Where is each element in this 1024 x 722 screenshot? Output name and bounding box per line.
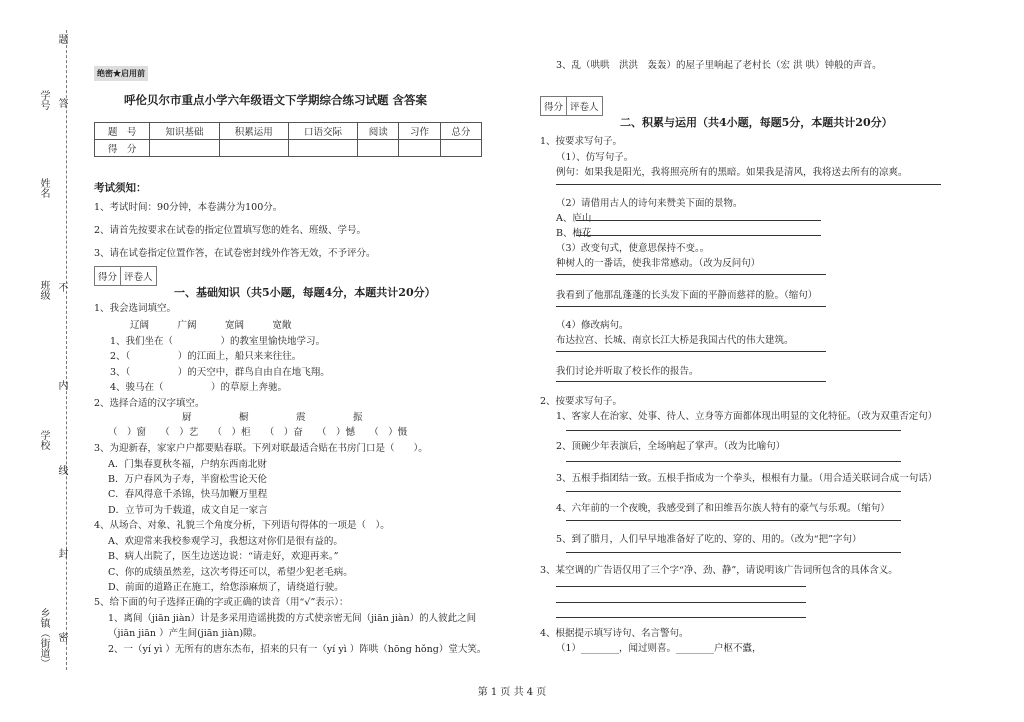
question-line: D．立节可为千载道，成文自足一家言	[108, 505, 268, 516]
answer-line[interactable]	[566, 491, 901, 492]
note-item: 3、请在试卷指定位置作答，在试卷密封线外作答无效，不予评分。	[94, 248, 376, 259]
note-item: 1、考试时间：90分钟，本卷满分为100分。	[94, 202, 283, 213]
grader-box	[540, 96, 603, 116]
answer-line[interactable]	[556, 381, 826, 382]
question-line: 4、从场合、对象、礼貌三个角度分析，下列语句得体的一项是（ ）。	[94, 520, 390, 531]
margin-label: 答	[56, 98, 67, 108]
question-line: A、欢迎常来我校参观学习，我想这对你们是很有益的。	[108, 536, 343, 547]
question-line: 厨 橱 震 振	[182, 412, 363, 423]
answer-line[interactable]	[556, 351, 826, 352]
grader-box	[94, 266, 157, 286]
question-line: C．春风得意千杀锦，快马加鞭万里程	[108, 489, 268, 500]
section2-heading: 二、积累与运用（共4小题，每题5分，本题共计20分）	[620, 116, 893, 129]
score-table-header: 知识基础	[150, 123, 219, 140]
question-line: 1、我们坐在（ ）的教室里愉快地学习。	[110, 336, 326, 347]
answer-line[interactable]	[566, 520, 901, 521]
answer-line[interactable]	[556, 306, 826, 307]
question-line: 3、乱（哄哄 洪洪 轰轰）的屋子里响起了老村长（宏 洪 哄）钟般的声音。	[556, 60, 882, 71]
margin-label: 姓名	[38, 178, 49, 198]
score-table-header: 积累运用	[219, 123, 288, 140]
grader-score-label: 得分	[95, 267, 121, 285]
answer-line[interactable]	[556, 274, 826, 275]
question-line: （2）请借用古人的诗句来赞美下面的景物。	[556, 198, 743, 209]
answer-line[interactable]	[556, 586, 806, 587]
question-line: （1）________，闻过则喜。________户枢不蠹，	[556, 643, 762, 654]
question-line: 1、离间（jiān jiàn）计是多采用造谣挑拨的方式使亲密无间（jiān jiàn）的人彼此之间	[108, 613, 477, 624]
note-item: 2、请首先按要求在试卷的指定位置填写您的姓名、班级、学号。	[94, 225, 367, 236]
score-cell[interactable]	[219, 140, 288, 157]
margin-label: 题	[56, 34, 67, 44]
question-line: 1、客家人在治家、处事、待人、立身等方面都体现出明显的文化特征。（改为双重否定句）	[556, 411, 938, 422]
question-line: 5、给下面的句子选择正确的字或正确的读音（用“√”表示）：	[94, 597, 349, 608]
score-table-header: 阅读	[358, 123, 399, 140]
question-line: B、梅花	[556, 228, 592, 239]
answer-line[interactable]	[556, 617, 806, 618]
answer-line[interactable]	[566, 430, 901, 431]
grader-name-label: 评卷人	[124, 272, 153, 283]
question-line: （ ）窗 （ ）艺 （ ）柜 （ ）奋 （ ）憾 （ ）慑	[108, 427, 408, 438]
page-footer: 第 1 页 共 4 页	[477, 687, 547, 698]
answer-line[interactable]	[576, 220, 821, 221]
confidential-stamp: 绝密★启用前	[94, 66, 148, 81]
answer-line[interactable]	[576, 235, 821, 236]
question-line: 1、按要求写句子。	[540, 136, 623, 147]
question-line: A、庐山	[556, 213, 592, 224]
question-line: 例句：如果我是阳光，我将照亮所有的黑暗。如果我是清风，我将送去所有的凉爽。	[556, 167, 908, 178]
grader-name-label: 评卷人	[570, 102, 599, 113]
margin-label: 乡镇（街道）	[38, 608, 49, 668]
score-table-header: 习作	[399, 123, 440, 140]
score-row-label: 得 分	[95, 140, 150, 157]
score-cell[interactable]	[288, 140, 357, 157]
question-line: D、前面的道路正在施工，给您添麻烦了，请绕道行驶。	[108, 582, 344, 593]
notes-heading: 考试须知：	[94, 182, 147, 194]
margin-label: 不	[56, 282, 67, 292]
score-table-header: 题 号	[95, 123, 150, 140]
question-line: 2、顶碗少年表演后，全场响起了掌声。（改为比喻句）	[556, 441, 786, 452]
question-line: 4、根据提示填写诗句、名言警句。	[540, 628, 689, 639]
seal-line	[66, 30, 67, 670]
question-line: 2、一（yí yì ）无所有的唐东杰布，招来的只有一（yí yì ）阵哄（hōng hǒng）堂大笑。	[108, 644, 487, 655]
question-line: 2、（ ）的江面上，船只来来往往。	[110, 351, 302, 362]
question-line: 2、选择合适的汉字填空。	[94, 398, 205, 409]
question-line: 3、为迎新春，家家户户都要贴春联。下列对联最适合贴在书房门口是（ ）。	[94, 443, 428, 454]
score-cell[interactable]	[358, 140, 399, 157]
margin-label: 班级	[38, 280, 49, 300]
question-line: 3、某空调的广告语仅用了三个字“净、劲、静”，请说明该广告词所包含的具体含义。	[540, 565, 898, 576]
margin-label: 密	[56, 632, 67, 642]
question-line: 种树人的一番话，使我非常感动。（改为反问句）	[556, 258, 761, 269]
question-line: C、你的成绩虽然差，这次考得还可以，希望少犯老毛病。	[108, 567, 353, 578]
page-title: 呼伦贝尔市重点小学六年级语文下学期综合练习试题 含答案	[124, 93, 428, 107]
score-table-header: 口语交际	[288, 123, 357, 140]
question-line: （4）修改病句。	[556, 320, 629, 331]
question-line: 我看到了他那乱蓬蓬的长头发下面的平静而慈祥的脸。（缩句）	[556, 290, 818, 301]
answer-line[interactable]	[566, 461, 901, 462]
margin-label: 学校	[38, 430, 49, 450]
question-line: 1、我会选词填空。	[94, 303, 177, 314]
question-line: 4、骏马在（ ）的草原上奔驰。	[110, 382, 288, 393]
question-line: A．门集春夏秋冬福，户纳东西南北财	[108, 459, 267, 470]
answer-line[interactable]	[566, 552, 901, 553]
margin-label: 学号	[38, 90, 49, 110]
margin-label: 封	[56, 548, 67, 558]
question-line: 布达拉宫、长城、南京长江大桥是我国古代的伟大建筑。	[556, 335, 794, 346]
answer-line[interactable]	[556, 602, 806, 603]
grader-score-label: 得分	[541, 97, 567, 115]
score-cell[interactable]	[399, 140, 440, 157]
question-line: 2、按要求写句子。	[540, 396, 623, 407]
question-line: 3、（ ）的天空中，群鸟自由自在地飞翔。	[110, 367, 330, 378]
question-line: 辽阔 广阔 宽阔 宽敞	[130, 320, 292, 331]
question-line: 4、六年前的一个夜晚，我感受到了和田维吾尔族人特有的豪气与乐观。（缩句）	[556, 503, 890, 514]
question-line: B、病人出院了，医生边送边说：“请走好，欢迎再来。”	[108, 551, 339, 562]
question-line: （1）、仿写句子。	[556, 152, 634, 163]
margin-label: 线	[56, 465, 67, 475]
score-table-header: 总分	[440, 123, 481, 140]
question-line: B．万户春风为子寿，半窗松雪论天伦	[108, 474, 267, 485]
question-line: （3）改变句式，使意思保持不变。。	[556, 243, 710, 254]
question-line: 我们讨论并听取了校长作的报告。	[556, 366, 699, 377]
score-cell[interactable]	[150, 140, 219, 157]
answer-line[interactable]	[556, 184, 941, 185]
question-line: 5、到了腊月，人们早早地准备好了吃的、穿的、用的。（改为“把”字句）	[556, 534, 862, 545]
score-cell[interactable]	[440, 140, 481, 157]
question-line: （jiān jiān ）产生间(jiān jiàn)隙。	[108, 628, 263, 639]
question-line: 3、五根手指团结一致。五根手指成为一个拳头，根根有力量。（用合适关联词合成一句话）	[556, 473, 938, 484]
section1-heading: 一、基础知识（共5小题，每题4分，本题共计20分）	[174, 286, 436, 299]
margin-label: 内	[56, 380, 67, 390]
score-table	[94, 122, 482, 157]
